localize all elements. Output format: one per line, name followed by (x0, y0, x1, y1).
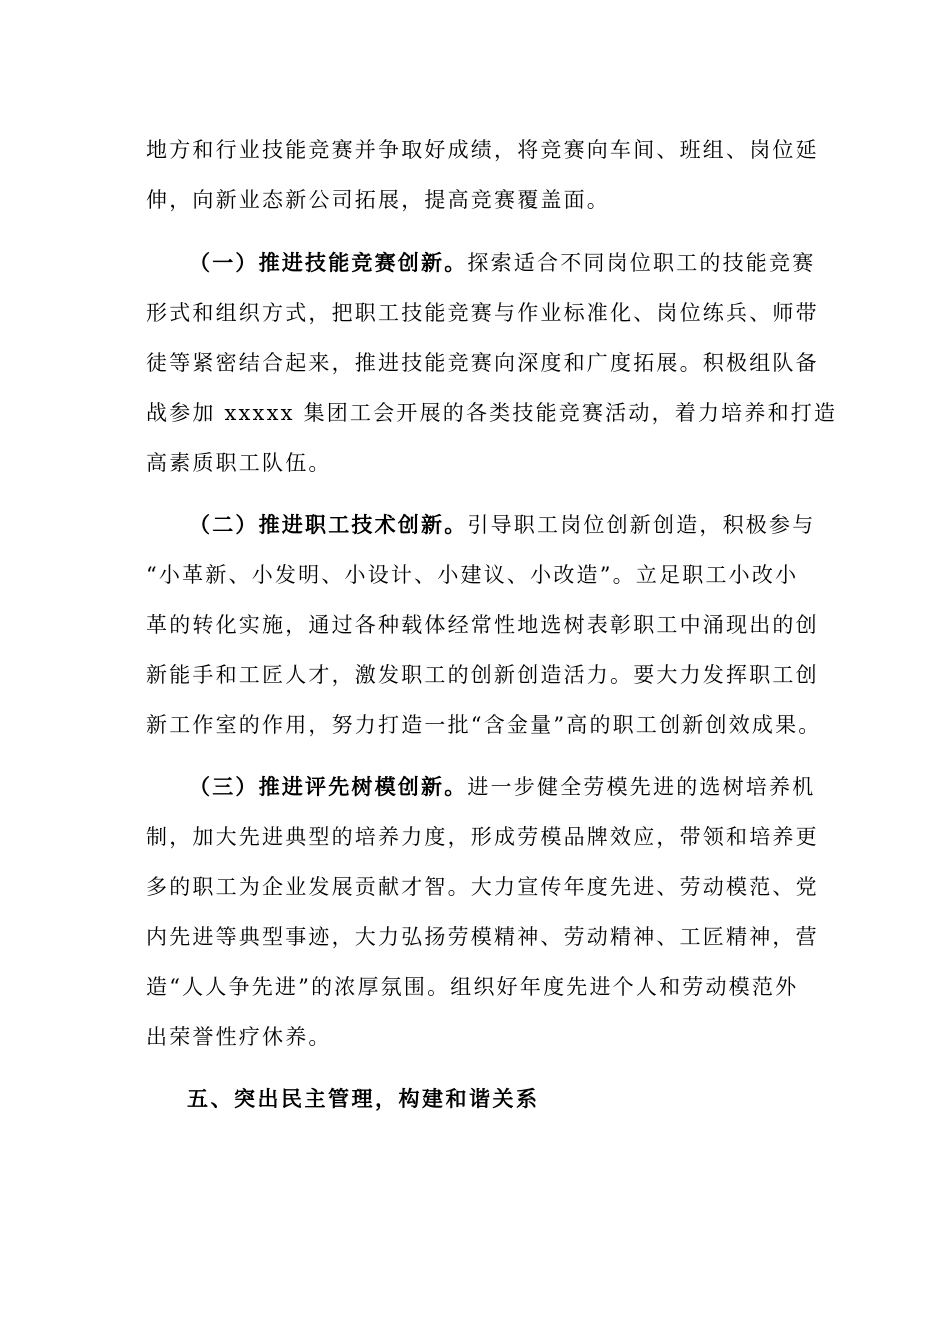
text-line: 制，加大先进典型的培养力度，形成劳模品牌效应，带领和培养更 (146, 825, 819, 849)
text-line: 伸，向新业态新公司拓展，提高竞赛覆盖面。 (146, 188, 610, 212)
section-heading: 五、突出民主管理，构建和谐关系 (187, 1086, 540, 1111)
text-line: 形式和组织方式，把职工技能竞赛与作业标准化、岗位练兵、师带 (146, 301, 819, 325)
paragraph-2-title: （二）推进职工技术创新。 (189, 512, 468, 537)
text-line: 徒等紧密结合起来，推进技能竞赛向深度和广度拓展。积极组队备 (146, 351, 819, 375)
paragraph-3-text: 进一步健全劳模先进的选树培养机 (467, 775, 816, 799)
text-line: 战参加 xxxxx 集团工会开展的各类技能竞赛活动，着力培养和打造 (146, 401, 838, 425)
text-line: 造“人人争先进”的浓厚氛围。组织好年度先进个人和劳动模范外 (146, 975, 799, 999)
text-line: 多的职工为企业发展贡献才智。大力宣传年度先进、劳动模范、党 (146, 875, 819, 899)
text-line: 出荣誉性疗休养。 (146, 1025, 332, 1049)
text-line: 革的转化实施，通过各种载体经常性地选树表彰职工中涌现出的创 (146, 613, 819, 637)
paragraph-1-first-line (189, 249, 815, 277)
paragraph-1-text: 探索适合不同岗位职工的技能竞赛 (467, 251, 816, 275)
text-line: 新能手和工匠人才，激发职工的创新创造活力。要大力发挥职工创 (146, 663, 819, 687)
text-line: “小革新、小发明、小设计、小建议、小改造”。立足职工小改小 (146, 563, 799, 587)
paragraph-3-title: （三）推进评先树模创新。 (189, 774, 468, 799)
text-line: 高素质职工队伍。 (146, 451, 332, 475)
text-line: 新工作室的作用，努力打造一批“含金量”高的职工创新创效成果。 (146, 713, 822, 737)
text-line: 内先进等典型事迹，大力弘扬劳模精神、劳动精神、工匠精神，营 (146, 925, 819, 949)
text-line: 地方和行业技能竞赛并争取好成绩，将竞赛向车间、班组、岗位延 (146, 138, 819, 162)
paragraph-1-title: （一）推进技能竞赛创新。 (189, 250, 468, 275)
paragraph-2-first-line (189, 511, 815, 539)
paragraph-2-text: 引导职工岗位创新创造，积极参与 (467, 513, 816, 537)
paragraph-3-first-line (189, 773, 815, 801)
